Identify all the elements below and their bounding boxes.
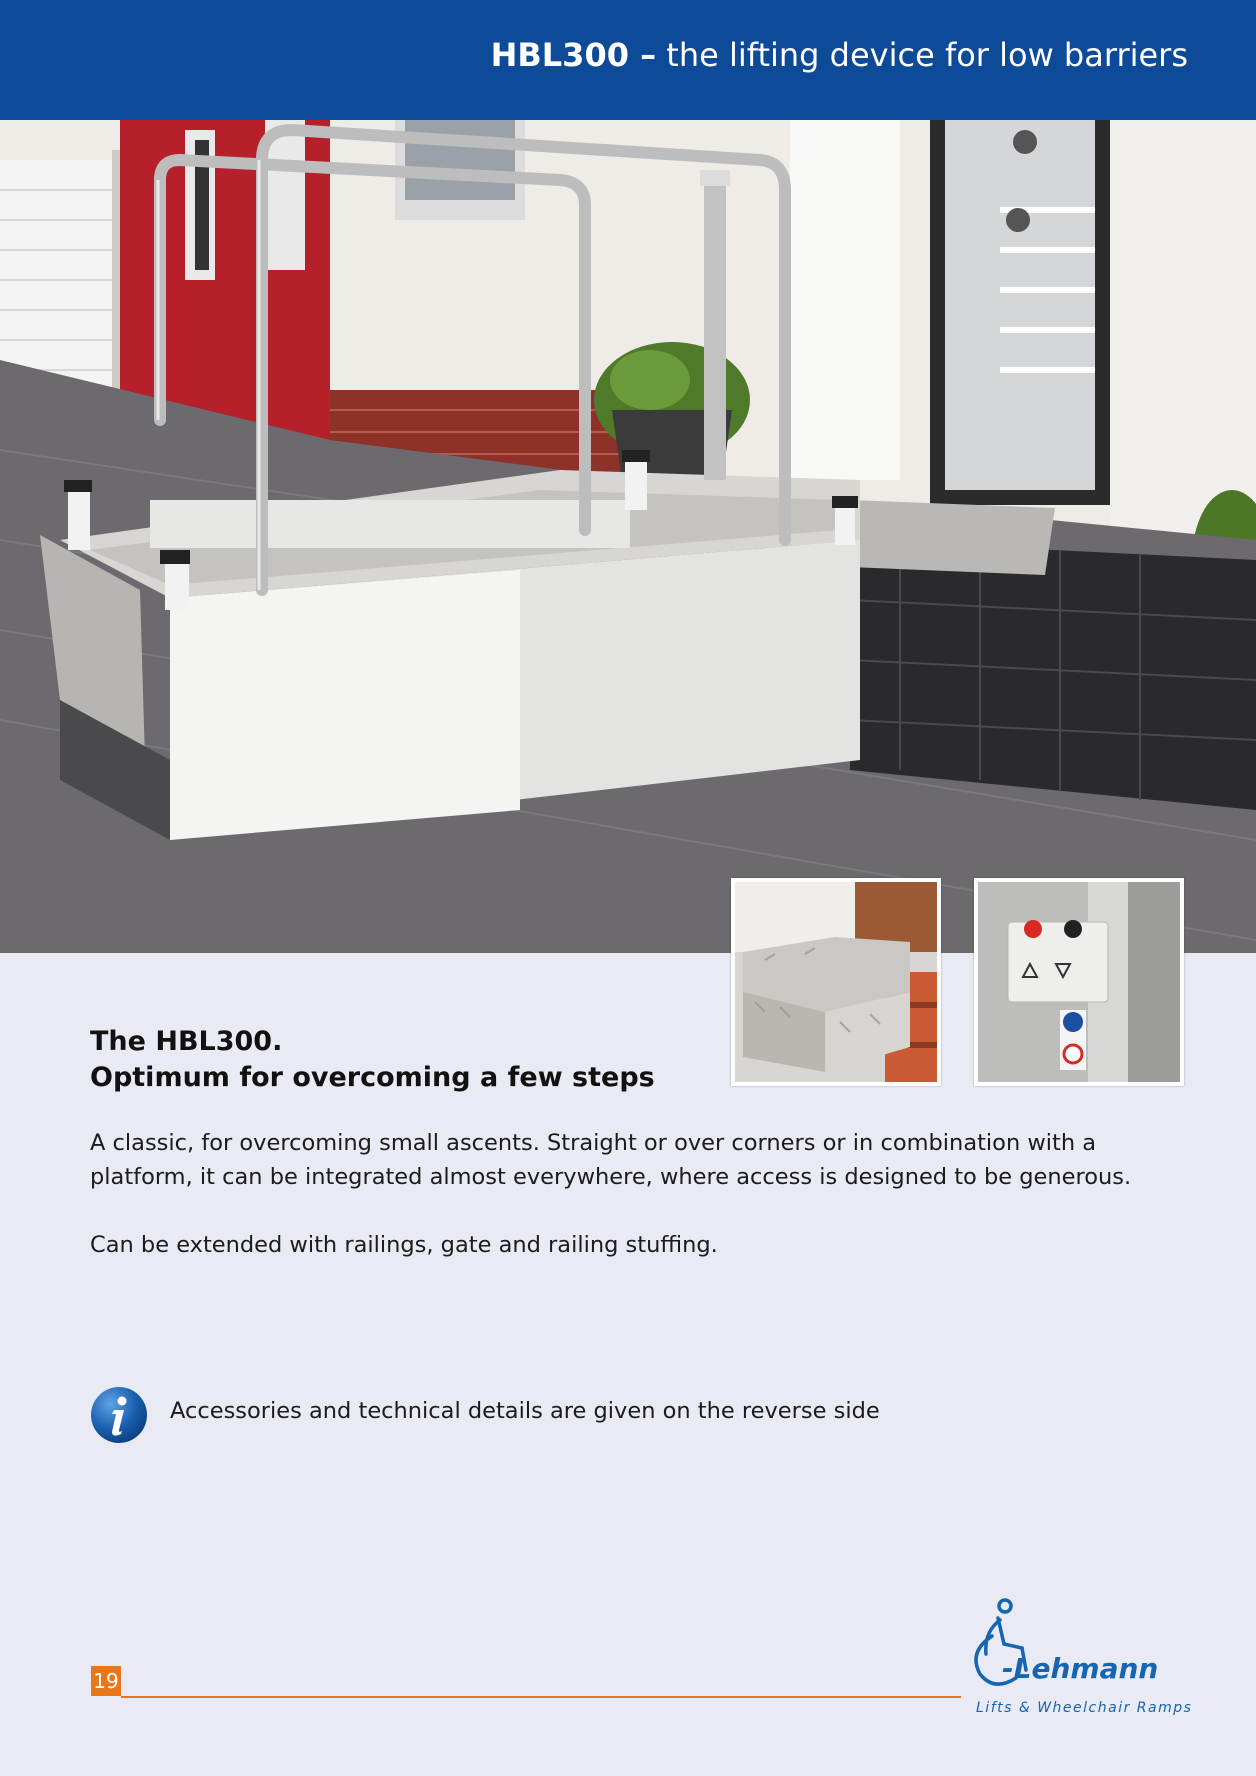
page-header [0,0,1256,120]
page-title-bold: HBL300 – [490,36,657,74]
checker-plate-box-on-steps-photo [735,882,937,1082]
page-title [491,36,1188,74]
headline-line-2: Optimum for overcoming a few steps [90,1062,655,1093]
page-title-rest: the lifting device for low barriers [666,36,1188,74]
info-note: Accessories and technical details are given on the reverse side [170,1398,880,1424]
logo-tagline: Lifts & Wheelchair Ramps [976,1700,1193,1716]
info-icon [90,1386,148,1444]
control-box-up-down-buttons-photo [978,882,1180,1082]
thumbnail-checker-plate-box [731,878,941,1086]
logo-name: -Lehmann [1002,1652,1159,1685]
description-paragraph-1: A classic, for overcoming small ascents. Straight or over corners or in combination with a platform, it can be integrated almost everywhere, where access is designed to be generous. [90,1130,1132,1190]
thumbnail-control-box [974,878,1184,1086]
lifting-platform-photo [0,120,1256,953]
section-headline [90,1024,655,1096]
hero-photo [0,120,1256,953]
page-number: 19 [91,1666,121,1696]
footer-divider [121,1696,961,1698]
description-paragraph-2: Can be extended with railings, gate and railing stuffing. [90,1232,718,1258]
headline-line-1: The HBL300. [90,1026,283,1057]
